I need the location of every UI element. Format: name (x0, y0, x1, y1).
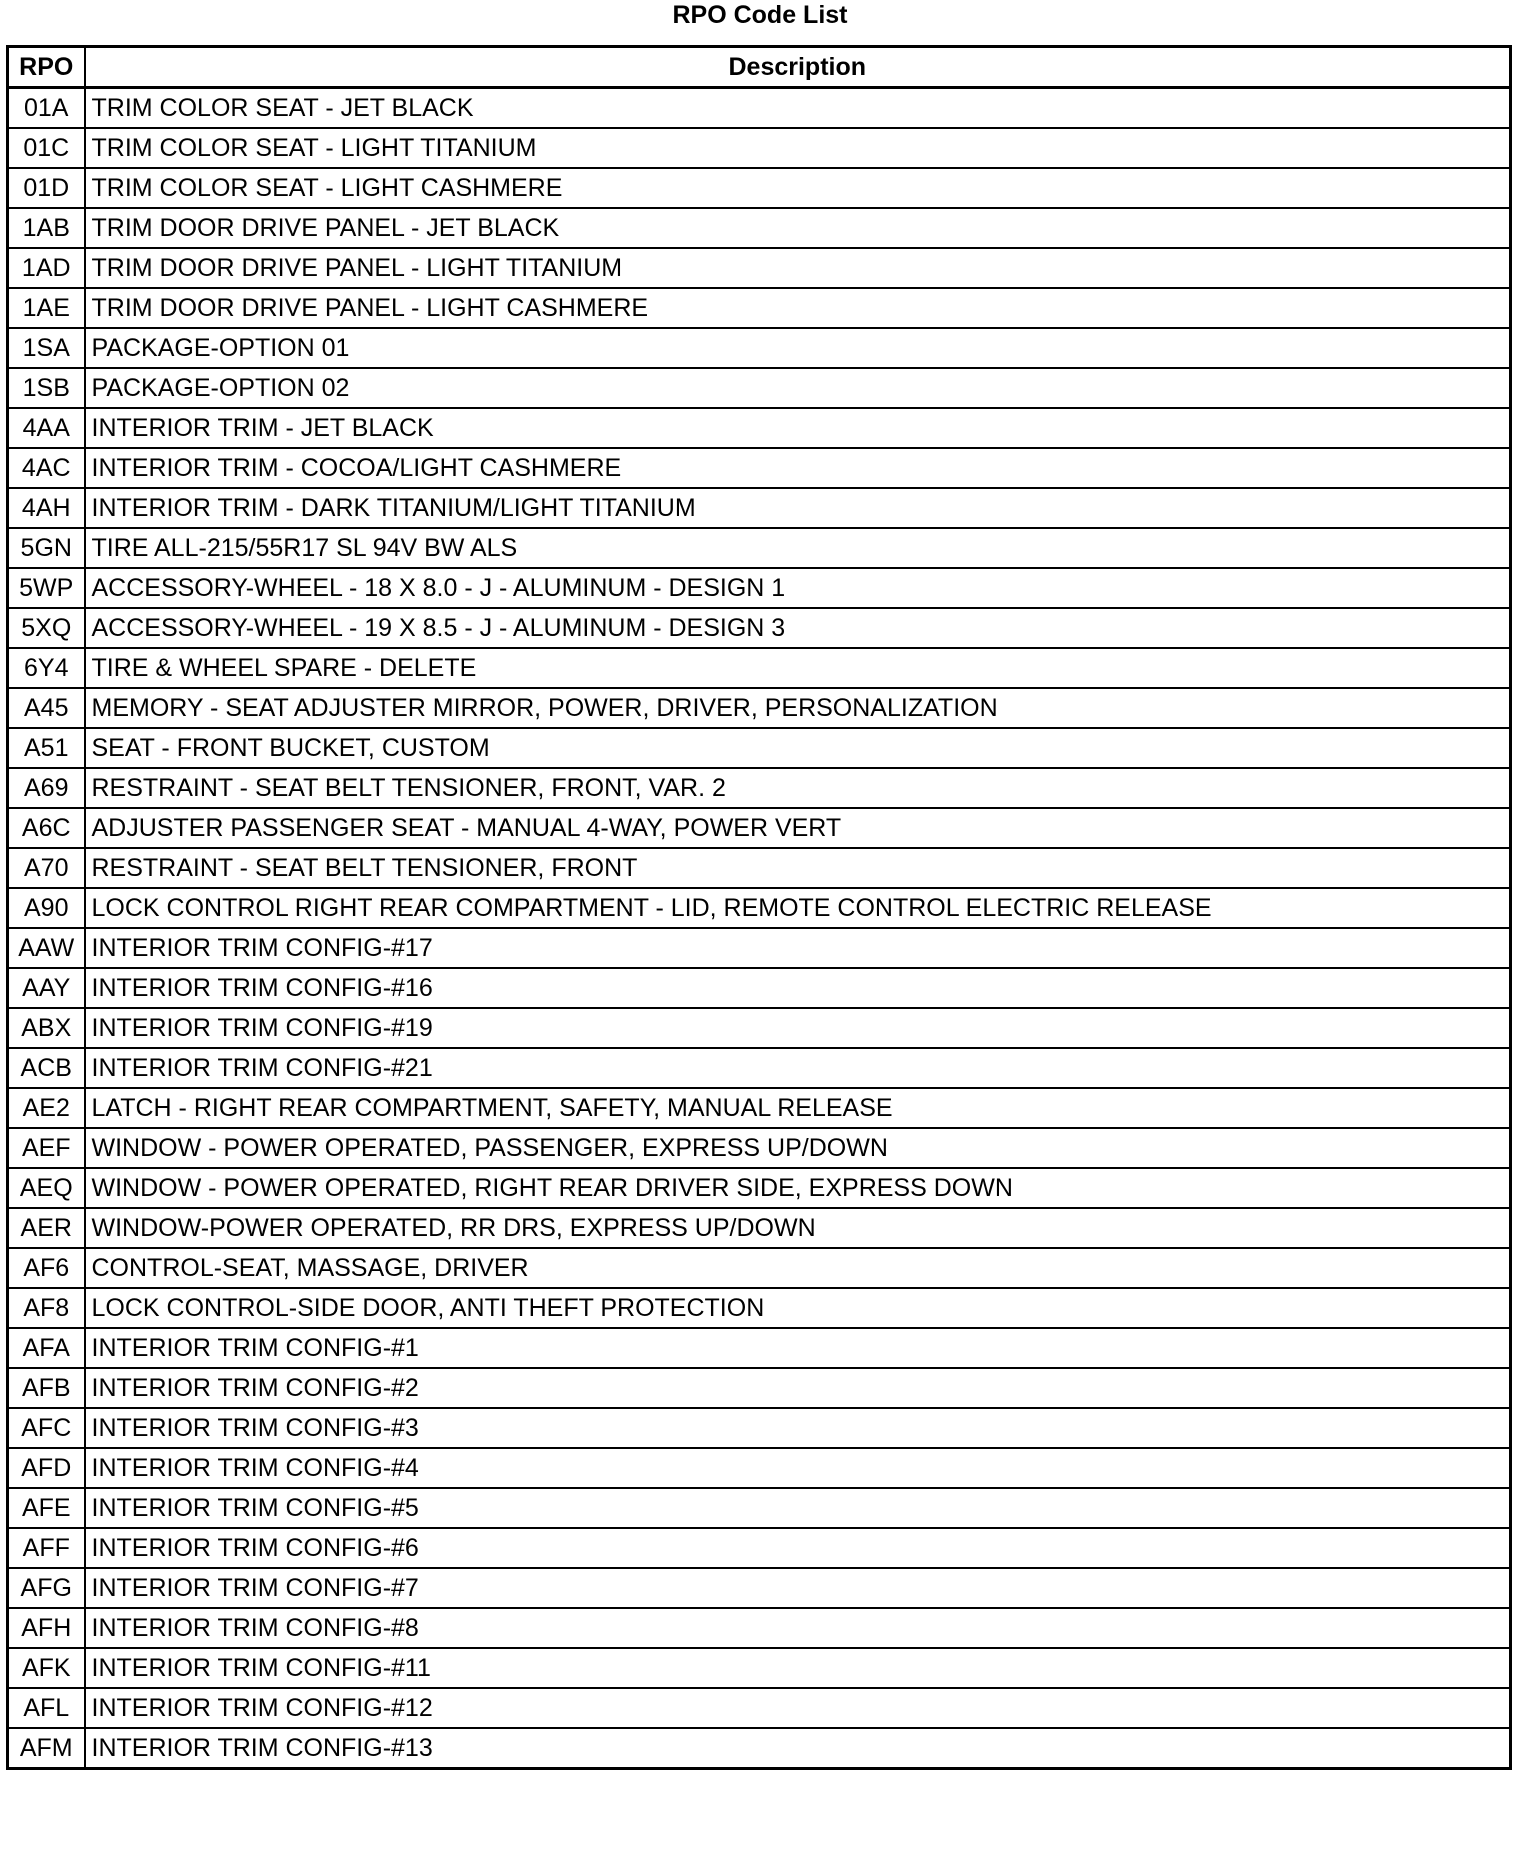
rpo-code-cell: AER (8, 1208, 85, 1248)
rpo-code-cell: 5WP (8, 568, 85, 608)
rpo-code-cell: 4AC (8, 448, 85, 488)
description-cell: INTERIOR TRIM CONFIG-#16 (85, 968, 1511, 1008)
rpo-code-cell: AFF (8, 1528, 85, 1568)
description-cell: INTERIOR TRIM CONFIG-#21 (85, 1048, 1511, 1088)
description-cell: MEMORY - SEAT ADJUSTER MIRROR, POWER, DRIVER, PERSONALIZATION (85, 688, 1511, 728)
rpo-code-cell: AFM (8, 1728, 85, 1769)
rpo-code-cell: A69 (8, 768, 85, 808)
table-row (8, 288, 1511, 328)
table-row (8, 1448, 1511, 1488)
description-cell: CONTROL-SEAT, MASSAGE, DRIVER (85, 1248, 1511, 1288)
table-row (8, 328, 1511, 368)
rpo-code-cell: 1AD (8, 248, 85, 288)
rpo-code-cell: AFC (8, 1408, 85, 1448)
rpo-code-cell: 1SB (8, 368, 85, 408)
rpo-code-cell: 5XQ (8, 608, 85, 648)
description-cell: INTERIOR TRIM CONFIG-#7 (85, 1568, 1511, 1608)
rpo-code-cell: AF6 (8, 1248, 85, 1288)
description-cell: LOCK CONTROL RIGHT REAR COMPARTMENT - LID, REMOTE CONTROL ELECTRIC RELEASE (85, 888, 1511, 928)
rpo-code-cell: A51 (8, 728, 85, 768)
table-row (8, 1528, 1511, 1568)
table-body (8, 88, 1511, 1769)
table-row (8, 1408, 1511, 1448)
description-cell: ADJUSTER PASSENGER SEAT - MANUAL 4-WAY, POWER VERT (85, 808, 1511, 848)
table-row (8, 1088, 1511, 1128)
table-row (8, 1488, 1511, 1528)
description-cell: TIRE & WHEEL SPARE - DELETE (85, 648, 1511, 688)
table-row (8, 968, 1511, 1008)
table-row (8, 688, 1511, 728)
table-row (8, 1048, 1511, 1088)
rpo-code-table (6, 45, 1512, 1770)
description-cell: INTERIOR TRIM CONFIG-#6 (85, 1528, 1511, 1568)
table-row (8, 368, 1511, 408)
description-cell: TIRE ALL-215/55R17 SL 94V BW ALS (85, 528, 1511, 568)
rpo-code-cell: AFL (8, 1688, 85, 1728)
rpo-code-cell: AAY (8, 968, 85, 1008)
column-header-rpo: RPO (8, 47, 85, 88)
description-cell: TRIM COLOR SEAT - JET BLACK (85, 88, 1511, 129)
rpo-code-cell: AE2 (8, 1088, 85, 1128)
description-cell: INTERIOR TRIM CONFIG-#3 (85, 1408, 1511, 1448)
rpo-code-cell: AFE (8, 1488, 85, 1528)
rpo-code-cell: 1AE (8, 288, 85, 328)
table-row (8, 648, 1511, 688)
description-cell: TRIM DOOR DRIVE PANEL - LIGHT TITANIUM (85, 248, 1511, 288)
description-cell: LATCH - RIGHT REAR COMPARTMENT, SAFETY, MANUAL RELEASE (85, 1088, 1511, 1128)
rpo-code-cell: 01A (8, 88, 85, 129)
table-row (8, 448, 1511, 488)
rpo-code-cell: A70 (8, 848, 85, 888)
rpo-code-cell: AF8 (8, 1288, 85, 1328)
rpo-code-cell: 1AB (8, 208, 85, 248)
description-cell: PACKAGE-OPTION 01 (85, 328, 1511, 368)
description-cell: RESTRAINT - SEAT BELT TENSIONER, FRONT, VAR. 2 (85, 768, 1511, 808)
page-title: RPO Code List (672, 1, 848, 29)
table-row (8, 1128, 1511, 1168)
description-cell: SEAT - FRONT BUCKET, CUSTOM (85, 728, 1511, 768)
rpo-code-cell: 01C (8, 128, 85, 168)
table-row (8, 1208, 1511, 1248)
description-cell: WINDOW - POWER OPERATED, RIGHT REAR DRIVER SIDE, EXPRESS DOWN (85, 1168, 1511, 1208)
table-row (8, 1608, 1511, 1648)
description-cell: INTERIOR TRIM CONFIG-#1 (85, 1328, 1511, 1368)
table-row (8, 1168, 1511, 1208)
description-cell: INTERIOR TRIM CONFIG-#11 (85, 1648, 1511, 1688)
description-cell: WINDOW-POWER OPERATED, RR DRS, EXPRESS UP/DOWN (85, 1208, 1511, 1248)
rpo-code-cell: AFK (8, 1648, 85, 1688)
table-row (8, 408, 1511, 448)
rpo-code-cell: AEQ (8, 1168, 85, 1208)
description-cell: RESTRAINT - SEAT BELT TENSIONER, FRONT (85, 848, 1511, 888)
description-cell: TRIM COLOR SEAT - LIGHT CASHMERE (85, 168, 1511, 208)
rpo-code-cell: AFA (8, 1328, 85, 1368)
rpo-code-cell: 6Y4 (8, 648, 85, 688)
rpo-code-cell: 4AH (8, 488, 85, 528)
rpo-code-cell: AEF (8, 1128, 85, 1168)
table-row (8, 1008, 1511, 1048)
description-cell: INTERIOR TRIM - DARK TITANIUM/LIGHT TITANIUM (85, 488, 1511, 528)
description-cell: ACCESSORY-WHEEL - 18 X 8.0 - J - ALUMINUM - DESIGN 1 (85, 568, 1511, 608)
description-cell: TRIM COLOR SEAT - LIGHT TITANIUM (85, 128, 1511, 168)
rpo-code-cell: AFH (8, 1608, 85, 1648)
rpo-code-cell: 1SA (8, 328, 85, 368)
description-cell: INTERIOR TRIM CONFIG-#2 (85, 1368, 1511, 1408)
description-cell: WINDOW - POWER OPERATED, PASSENGER, EXPRESS UP/DOWN (85, 1128, 1511, 1168)
table-header-row (8, 47, 1511, 88)
table-row (8, 488, 1511, 528)
table-row (8, 528, 1511, 568)
description-cell: INTERIOR TRIM - JET BLACK (85, 408, 1511, 448)
table-row (8, 1648, 1511, 1688)
table-row (8, 1688, 1511, 1728)
description-cell: INTERIOR TRIM CONFIG-#19 (85, 1008, 1511, 1048)
rpo-code-cell: A45 (8, 688, 85, 728)
table-row (8, 1728, 1511, 1769)
table-header (8, 47, 1511, 88)
rpo-code-cell: ABX (8, 1008, 85, 1048)
table-row (8, 1368, 1511, 1408)
table-row (8, 848, 1511, 888)
description-cell: INTERIOR TRIM CONFIG-#13 (85, 1728, 1511, 1769)
description-cell: ACCESSORY-WHEEL - 19 X 8.5 - J - ALUMINUM - DESIGN 3 (85, 608, 1511, 648)
rpo-code-cell: AFB (8, 1368, 85, 1408)
description-cell: TRIM DOOR DRIVE PANEL - JET BLACK (85, 208, 1511, 248)
table-row (8, 1328, 1511, 1368)
table-row (8, 728, 1511, 768)
description-cell: INTERIOR TRIM CONFIG-#5 (85, 1488, 1511, 1528)
description-cell: INTERIOR TRIM CONFIG-#8 (85, 1608, 1511, 1648)
table-row (8, 1248, 1511, 1288)
rpo-code-cell: AFD (8, 1448, 85, 1488)
description-cell: TRIM DOOR DRIVE PANEL - LIGHT CASHMERE (85, 288, 1511, 328)
description-cell: LOCK CONTROL-SIDE DOOR, ANTI THEFT PROTECTION (85, 1288, 1511, 1328)
rpo-code-cell: ACB (8, 1048, 85, 1088)
table-row (8, 128, 1511, 168)
rpo-code-cell: AFG (8, 1568, 85, 1608)
rpo-code-cell: A6C (8, 808, 85, 848)
table-row (8, 808, 1511, 848)
column-header-description: Description (85, 47, 1511, 88)
description-cell: INTERIOR TRIM CONFIG-#4 (85, 1448, 1511, 1488)
table-row (8, 888, 1511, 928)
description-cell: PACKAGE-OPTION 02 (85, 368, 1511, 408)
description-cell: INTERIOR TRIM CONFIG-#12 (85, 1688, 1511, 1728)
table-row (8, 1288, 1511, 1328)
rpo-code-cell: 4AA (8, 408, 85, 448)
table-row (8, 608, 1511, 648)
table-row (8, 248, 1511, 288)
rpo-code-cell: 01D (8, 168, 85, 208)
description-cell: INTERIOR TRIM - COCOA/LIGHT CASHMERE (85, 448, 1511, 488)
table-row (8, 768, 1511, 808)
table-row (8, 568, 1511, 608)
table-row (8, 168, 1511, 208)
table-row (8, 928, 1511, 968)
rpo-code-cell: AAW (8, 928, 85, 968)
description-cell: INTERIOR TRIM CONFIG-#17 (85, 928, 1511, 968)
rpo-code-cell: 5GN (8, 528, 85, 568)
table-row (8, 88, 1511, 129)
rpo-code-cell: A90 (8, 888, 85, 928)
table-row (8, 208, 1511, 248)
table-row (8, 1568, 1511, 1608)
